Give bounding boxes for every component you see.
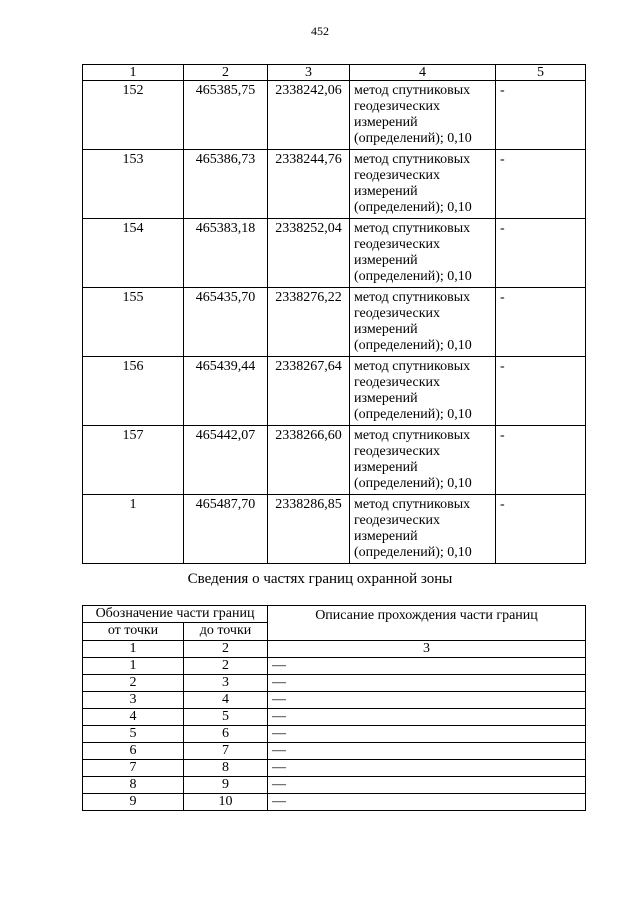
boundary-description: — <box>268 675 586 692</box>
method-line: геодезических <box>354 444 441 459</box>
method-line: геодезических <box>354 237 441 252</box>
method-line: метод спутниковых <box>354 152 471 167</box>
note: - <box>496 219 586 288</box>
to-point: 4 <box>184 692 268 709</box>
boundary-description: — <box>268 726 586 743</box>
from-point-header: от точки <box>83 623 184 641</box>
method-line: измерений <box>354 253 418 268</box>
column-number-1: 1 <box>83 641 184 658</box>
table-row <box>83 81 586 150</box>
measurement-method <box>350 357 496 426</box>
method-line: геодезических <box>354 375 441 390</box>
from-point: 9 <box>83 794 184 811</box>
method-line: метод спутниковых <box>354 290 471 305</box>
method-line: измерений <box>354 391 418 406</box>
to-point: 9 <box>184 777 268 794</box>
table-row <box>83 219 586 288</box>
measurement-method <box>350 495 496 564</box>
table-row <box>83 658 586 675</box>
y-coordinate: 2338242,06 <box>268 81 350 150</box>
method-line: измерений <box>354 184 418 199</box>
y-coordinate: 2338286,85 <box>268 495 350 564</box>
method-line: геодезических <box>354 513 441 528</box>
point-number: 153 <box>83 150 184 219</box>
from-point: 7 <box>83 760 184 777</box>
point-number: 155 <box>83 288 184 357</box>
coordinates-header-row <box>83 65 586 81</box>
table-row <box>83 288 586 357</box>
x-coordinate: 465385,75 <box>184 81 268 150</box>
point-number: 1 <box>83 495 184 564</box>
column-number-5: 5 <box>496 65 586 81</box>
from-point: 3 <box>83 692 184 709</box>
table-row <box>83 794 586 811</box>
method-line: измерений <box>354 115 418 130</box>
table-row <box>83 777 586 794</box>
method-line: метод спутниковых <box>354 428 471 443</box>
point-number: 152 <box>83 81 184 150</box>
to-point-header: до точки <box>184 623 268 641</box>
x-coordinate: 465439,44 <box>184 357 268 426</box>
x-coordinate: 465386,73 <box>184 150 268 219</box>
method-line: (определений); 0,10 <box>354 476 472 491</box>
method-line: метод спутниковых <box>354 359 471 374</box>
table-row <box>83 709 586 726</box>
y-coordinate: 2338252,04 <box>268 219 350 288</box>
point-number: 154 <box>83 219 184 288</box>
method-line: метод спутниковых <box>354 221 471 236</box>
method-line: метод спутниковых <box>354 497 471 512</box>
to-point: 6 <box>184 726 268 743</box>
method-line: (определений); 0,10 <box>354 269 472 284</box>
from-point: 6 <box>83 743 184 760</box>
table-row <box>83 495 586 564</box>
to-point: 10 <box>184 794 268 811</box>
from-point: 2 <box>83 675 184 692</box>
y-coordinate: 2338276,22 <box>268 288 350 357</box>
from-point: 1 <box>83 658 184 675</box>
boundary-description: — <box>268 709 586 726</box>
method-line: измерений <box>354 322 418 337</box>
method-line: геодезических <box>354 99 441 114</box>
note: - <box>496 426 586 495</box>
y-coordinate: 2338267,64 <box>268 357 350 426</box>
method-line: (определений); 0,10 <box>354 131 472 146</box>
method-line: измерений <box>354 529 418 544</box>
column-number-2: 2 <box>184 65 268 81</box>
point-number: 157 <box>83 426 184 495</box>
from-point: 8 <box>83 777 184 794</box>
x-coordinate: 465435,70 <box>184 288 268 357</box>
y-coordinate: 2338266,60 <box>268 426 350 495</box>
measurement-method <box>350 288 496 357</box>
x-coordinate: 465442,07 <box>184 426 268 495</box>
column-number-3: 3 <box>268 65 350 81</box>
to-point: 3 <box>184 675 268 692</box>
note: - <box>496 495 586 564</box>
to-point: 8 <box>184 760 268 777</box>
method-line: геодезических <box>354 168 441 183</box>
table-row <box>83 426 586 495</box>
to-point: 5 <box>184 709 268 726</box>
table-row <box>83 150 586 219</box>
table-row <box>83 760 586 777</box>
from-point: 5 <box>83 726 184 743</box>
designation-header: Обозначение части границ <box>83 606 268 623</box>
boundary-parts-table <box>82 605 586 811</box>
method-line: (определений); 0,10 <box>354 407 472 422</box>
measurement-method <box>350 150 496 219</box>
table-row <box>83 675 586 692</box>
boundary-description: — <box>268 777 586 794</box>
boundary-description: — <box>268 794 586 811</box>
note: - <box>496 81 586 150</box>
column-number-4: 4 <box>350 65 496 81</box>
column-number-3: 3 <box>268 641 586 658</box>
method-line: (определений); 0,10 <box>354 338 472 353</box>
column-number-2: 2 <box>184 641 268 658</box>
column-number-1: 1 <box>83 65 184 81</box>
parts-header-row <box>83 606 586 623</box>
to-point: 7 <box>184 743 268 760</box>
section-title: Сведения о частях границ охранной зоны <box>187 571 453 587</box>
y-coordinate: 2338244,76 <box>268 150 350 219</box>
coordinates-table <box>82 64 586 564</box>
table-row <box>83 743 586 760</box>
x-coordinate: 465487,70 <box>184 495 268 564</box>
note: - <box>496 150 586 219</box>
table-row <box>83 692 586 709</box>
measurement-method <box>350 219 496 288</box>
method-line: (определений); 0,10 <box>354 200 472 215</box>
parts-column-numbers-row <box>83 641 586 658</box>
boundary-description: — <box>268 692 586 709</box>
table-row <box>83 726 586 743</box>
point-number: 156 <box>83 357 184 426</box>
measurement-method <box>350 81 496 150</box>
from-point: 4 <box>83 709 184 726</box>
method-line: геодезических <box>354 306 441 321</box>
to-point: 2 <box>184 658 268 675</box>
page-number: 452 <box>311 24 329 38</box>
x-coordinate: 465383,18 <box>184 219 268 288</box>
description-header: Описание прохождения части границ <box>268 606 586 641</box>
note: - <box>496 357 586 426</box>
method-line: (определений); 0,10 <box>354 545 472 560</box>
note: - <box>496 288 586 357</box>
boundary-description: — <box>268 658 586 675</box>
table-row <box>83 357 586 426</box>
boundary-description: — <box>268 760 586 777</box>
method-line: измерений <box>354 460 418 475</box>
method-line: метод спутниковых <box>354 83 471 98</box>
boundary-description: — <box>268 743 586 760</box>
measurement-method <box>350 426 496 495</box>
